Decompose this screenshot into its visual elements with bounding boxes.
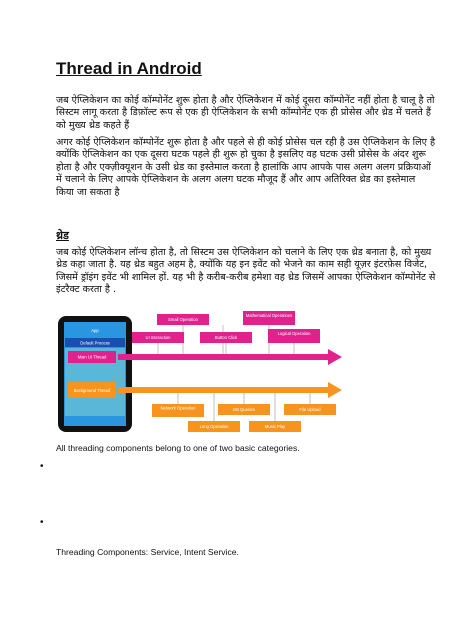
bullet-point: • [40,517,44,528]
mathematical-operations-label: Mathematical Operations [245,313,293,318]
main-thread-arrow [118,354,332,360]
diagram-caption: All threading components belong to one of two basic categories. [56,443,300,453]
page-title: Thread in Android [56,59,202,78]
main-thread-label: Main UI Thread [77,354,107,360]
button-click-label: Button Click [214,335,238,340]
thread-heading: थ्रेड [56,229,69,242]
main-thread-arrowhead [328,349,342,365]
background-thread-label: Background Thread [73,388,111,393]
music-play-label: Music Play [264,424,286,429]
background-thread-arrow [118,387,332,393]
long-operation-label: Long Operation [199,424,229,429]
network-operation-label: Network Operation [160,405,196,411]
small-operation-label: Small Operation [167,317,199,322]
app-label: App [91,328,99,333]
bullet-point: • [40,461,44,472]
threading-components-text: Threading Components: Service, Intent Service. [56,547,239,557]
default-process-label: Default Process [80,340,110,346]
background-thread-arrowhead [328,382,342,398]
db-queries-label: DB Queries [233,407,255,412]
process-paragraph: अगर कोई ऐप्लिकेशन कॉम्पोनेंट शुरू होता है और पहले से ही कोई प्रोसेस चल रही है उस ऐप्लिकेशन के लिए है क्योंकि ऐप्लिकेशन का एक दूसरा घटक पहले ही शुरू हो चुका है इसलिए वह घटक उसी प्रोसेस के अंदर शुरू होता है और एक्ज़ीक्यूशन के उसी थ्रेड का इस्तेमाल करता है हालांकि आप आपके पास अलग अलग प्रक्रियाओं में चलाने के लिए आपके ऐप्लिकेशन के अलग अलग घटक मौजूद हैं और आप अतिरिक्त थ्रेड का इस्तेमाल किया जा सकता है [56,137,436,198]
file-upload-label: File Upload [299,407,321,412]
logical-operation-label: Logical Operation [277,331,311,336]
threading-diagram [56,308,356,438]
intro-paragraph: जब ऐप्लिकेशन का कोई कॉम्पोनेंट शुरू होता है और ऐप्लिकेशन में कोई दूसरा कॉम्पोनेंट नहीं होता है चालू है तो सिस्टम लागू करता है डिफ़ॉल्ट रूप से एक ही ऐप्लिकेशन के सभी कॉम्पोनेंट एक ही प्रोसेस और थ्रेड में चलते हैं को मुख्य थ्रेड कहते हैं [56,95,435,131]
main-thread-paragraph: जब कोई ऐप्लिकेशन लॉन्च होता है, तो सिस्टम उस ऐप्लिकेशन को चलाने के लिए एक थ्रेड बनाता है, को मुख्य थ्रेड कहा जाता है. यह थ्रेड बहुत अहम है, क्योंकि यह इन इवेंट को भेजने का काम सही यूज़र इंटरफ़ेस विजेट, जिसमें ड्रॉइंग इवेंट भी शामिल हों. यह भी है करीब-करीब हमेशा वह थ्रेड जिसमें आपका ऐप्लिकेशन कॉम्पोनेंट से इंटरैक्ट करता है . [56,247,436,296]
ui-interaction-label: UI Interaction [145,335,171,340]
